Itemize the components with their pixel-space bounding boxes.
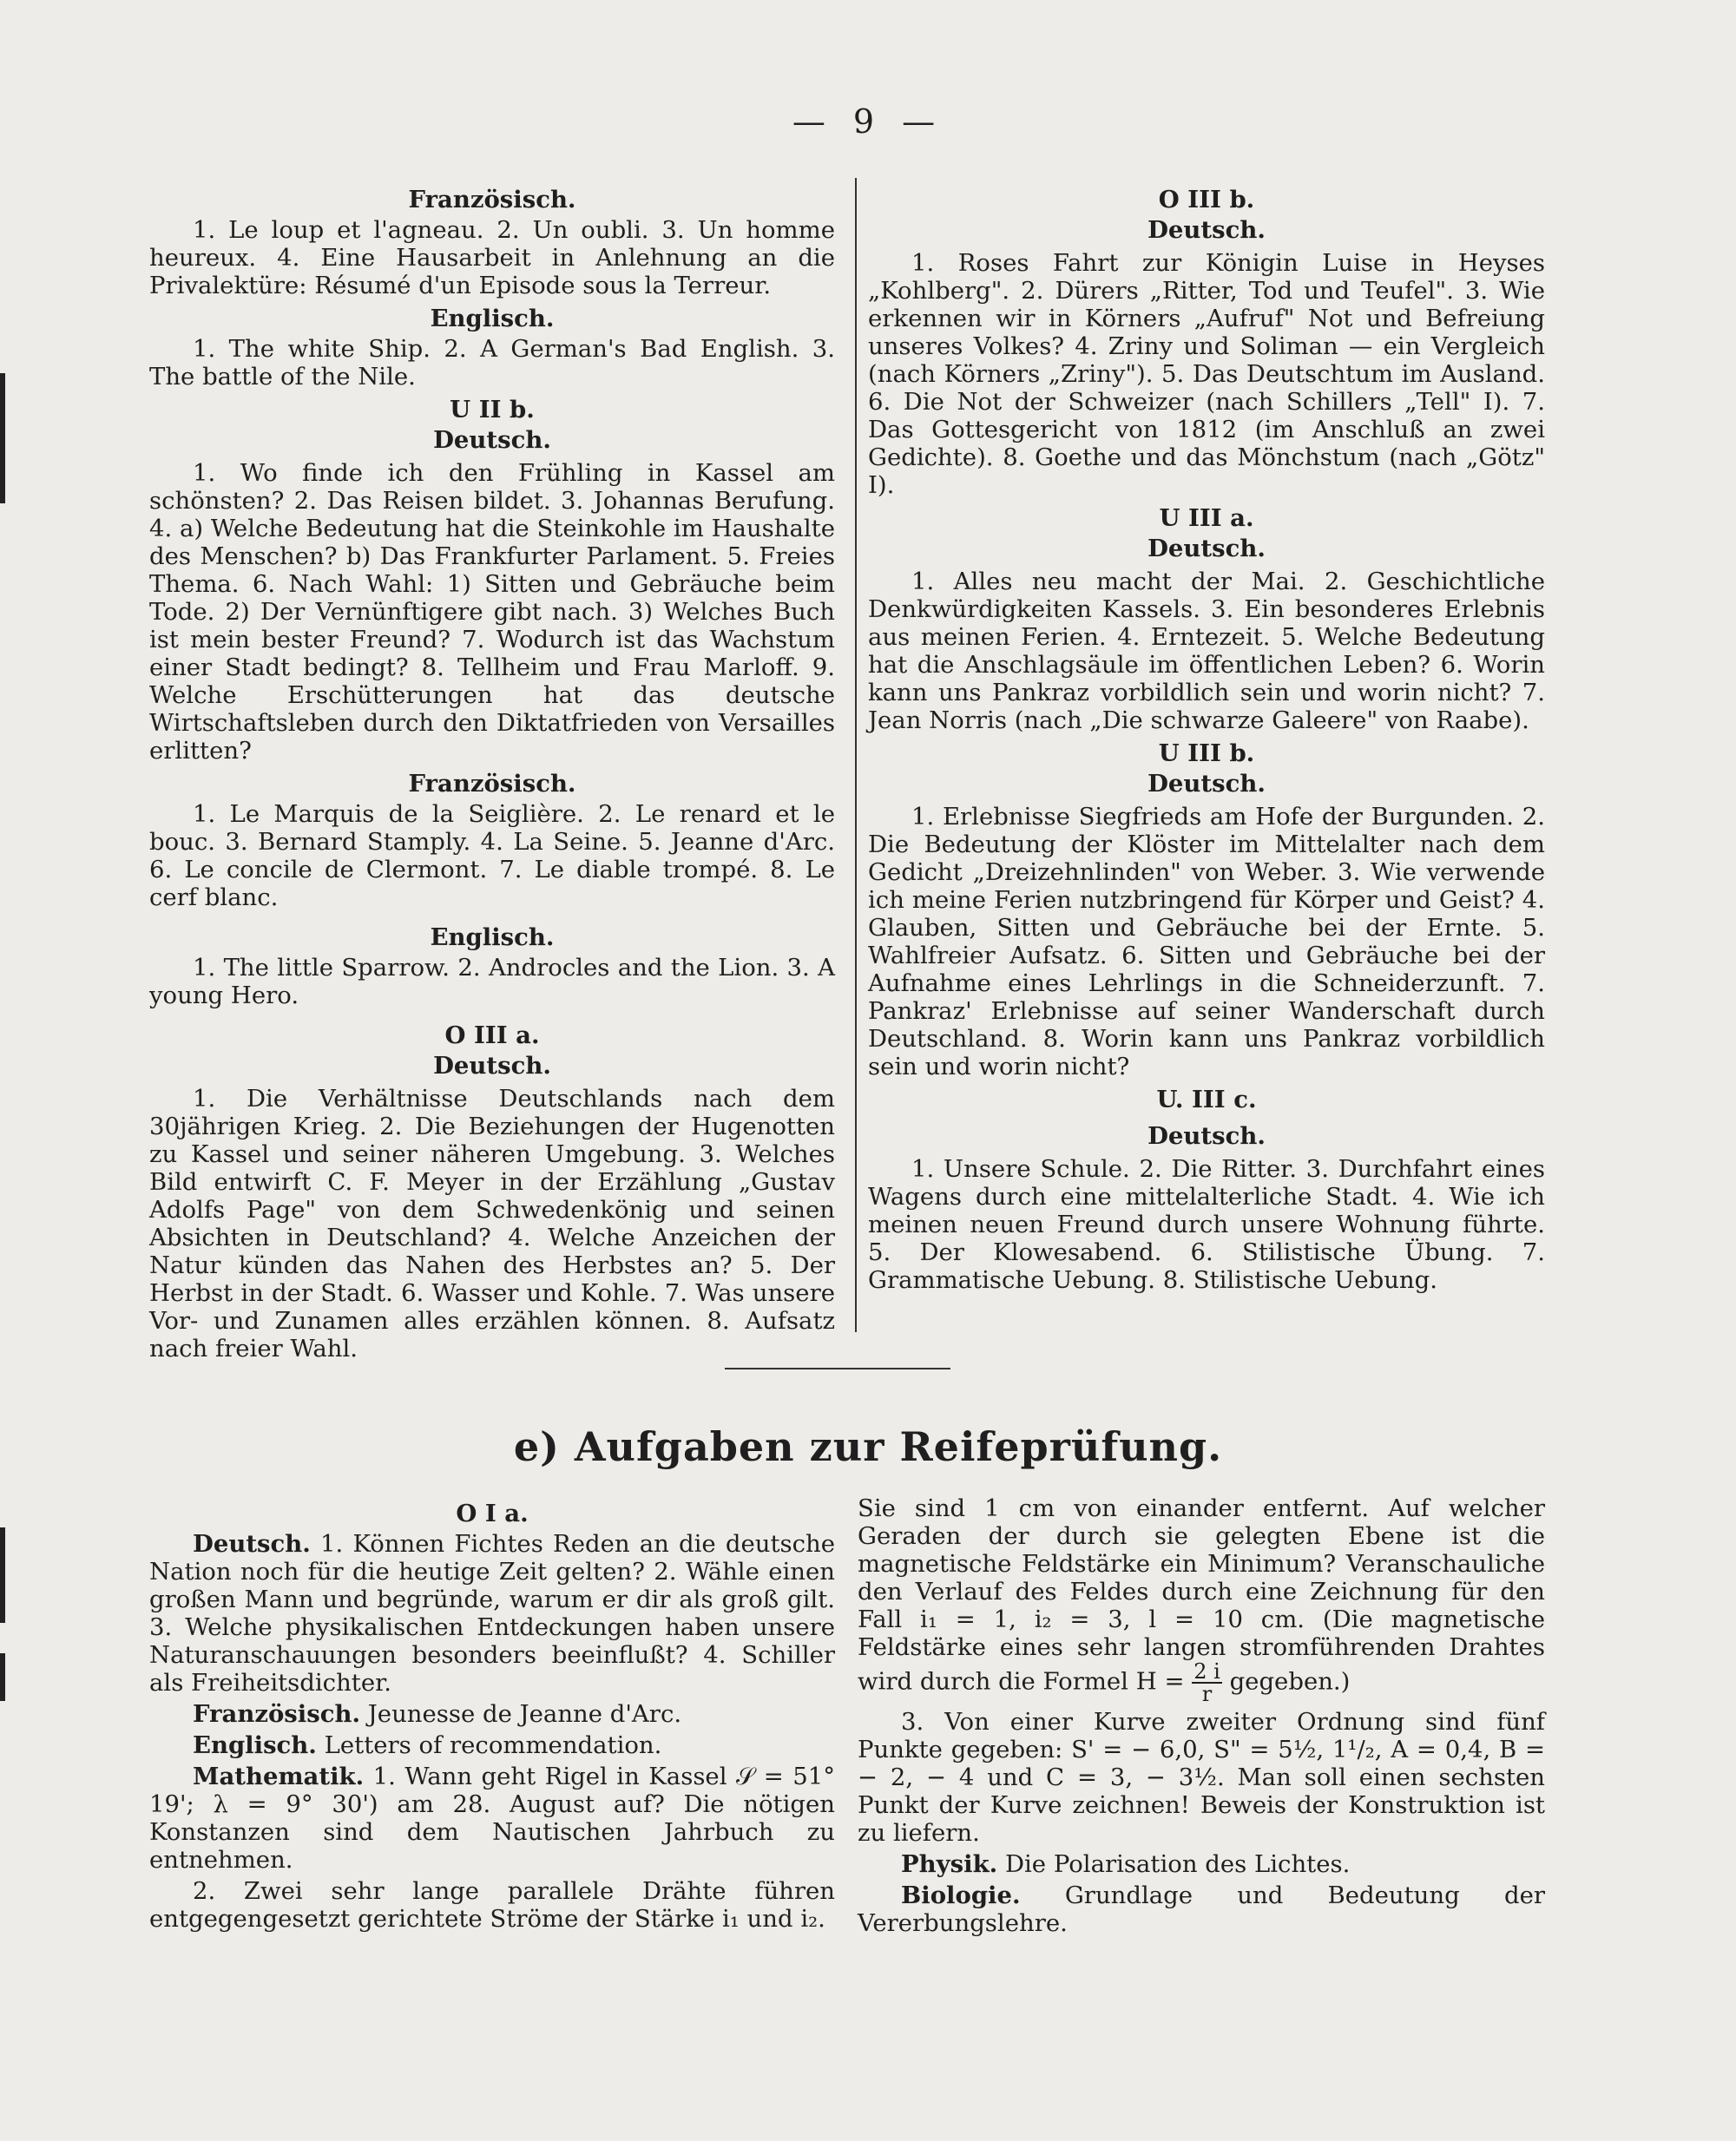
label-biologie: Biologie. — [901, 1882, 1021, 1909]
section-title: e) Aufgaben zur Reifeprüfung. — [513, 1423, 1223, 1470]
fraction-numerator: 2 i — [1194, 1659, 1220, 1684]
paragraph: 1. Le Marquis de la Seiglière. 2. Le renard et le bouc. 3. Bernard Stamply. 4. La Seine. 5. Jeanne d'Arc. 6. Le concile de Clermont. 7. Le diable trompé. 8. Le cerf blanc. — [149, 800, 835, 911]
heading-deutsch: Deutsch. — [1147, 770, 1266, 798]
heading-class-uiiib: U III b. — [1158, 739, 1255, 767]
paragraph: 1. The white Ship. 2. A German's Bad English. 3. The battle of the Nile. — [149, 335, 835, 391]
label-physik: Physik. — [901, 1850, 998, 1878]
left-column — [149, 181, 835, 1366]
paragraph: 1. Unsere Schule. 2. Die Ritter. 3. Durchfahrt eines Wagens durch eine mittelalterliche Stadt. 4. Wie ich meinen neuen Freund durch unsere Wohnung führte. 5. Der Klowesabend. 6. Stilistische Übung. 7. Grammatische Uebung. 8. Stilistische Uebung. — [868, 1155, 1545, 1294]
paragraph: 1. Die Verhältnisse Deutschlands nach dem 30jährigen Krieg. 2. Die Beziehungen der Hugenotten zu Kassel und seiner näheren Umgebung. 3. Welches Bild entwirft C. F. Meyer in der Erzählung „Gustav Adolfs Page" von dem Schwedenkönig und seinen Absichten in Deutschland? 4. Welche Anzeichen der Natur künden das Nahen des Herbstes an? 5. Der Herbst in der Stadt. 6. Wasser und Kohle. 7. Was unsere Vor- und Zunamen alles erzählen können. 8. Aufsatz nach freier Wahl. — [149, 1085, 835, 1363]
heading-class-uiiia: U III a. — [1159, 504, 1254, 532]
text-physik: Die Polarisation des Lichtes. — [1004, 1850, 1351, 1878]
heading-deutsch: Deutsch. — [433, 426, 551, 454]
heading-deutsch: Deutsch. — [1147, 1122, 1266, 1150]
paragraph-physik — [858, 1850, 1545, 1878]
paragraph-biologie — [858, 1882, 1545, 1937]
right-column — [868, 181, 1545, 1297]
fraction — [1192, 1661, 1222, 1704]
text-franzoesisch: Jeunesse de Jeanne d'Arc. — [367, 1700, 682, 1728]
scan-edge-mark — [0, 1527, 5, 1623]
paragraph-mathematik — [149, 1763, 835, 1874]
heading-class-uiib: U II b. — [450, 396, 535, 424]
paragraph-deutsch — [149, 1530, 835, 1697]
label-mathematik: Mathematik. — [193, 1763, 365, 1790]
label-englisch: Englisch. — [193, 1731, 317, 1759]
fraction-denominator: r — [1201, 1682, 1213, 1706]
heading-deutsch: Deutsch. — [1147, 216, 1266, 244]
heading-englisch: Englisch. — [430, 923, 555, 951]
paragraph: 1. Erlebnisse Siegfrieds am Hofe der Burgunden. 2. Die Bedeutung der Klöster im Mittelalter nach dem Gedicht „Dreizehnlinden" von Weber. 3. Wie verwende ich meine Ferien nutzbringend für Körper und Geist? 4. Glauben, Sitten und Gebräuche bei der Ernte. 5. Wahlfreier Aufsatz. 6. Sitten und Gebräuche bei der Aufnahme eines Lehrlings in die Schneiderzunft. 7. Pankraz' Erlebnisse auf seiner Wanderschaft durch Deutschland. 8. Worin kann uns Pankraz vorbildlich sein und worin nicht? — [868, 803, 1545, 1080]
paragraph-physics-task — [858, 1494, 1545, 1704]
section-separator — [725, 1368, 950, 1369]
label-deutsch: Deutsch. — [193, 1530, 311, 1558]
heading-franzoesisch: Französisch. — [408, 186, 576, 213]
heading-class-uiiic: U. III c. — [1156, 1086, 1257, 1113]
heading-franzoesisch: Französisch. — [408, 770, 576, 798]
scan-edge-mark — [0, 373, 5, 503]
paragraph: 1. Le loup et l'agneau. 2. Un oubli. 3. Un homme heureux. 4. Eine Hausarbeit in Anlehnung an die Privalektüre: Résumé d'un Episode sous la Terreur. — [149, 216, 835, 299]
text-biologie: Grundlage und Bedeutung der Vererbungslehre. — [858, 1882, 1545, 1937]
scan-edge-mark — [0, 1653, 5, 1701]
heading-englisch: Englisch. — [430, 305, 555, 332]
reife-right-column — [858, 1494, 1545, 1941]
reife-left-column — [149, 1494, 835, 1936]
paragraph: 3. Von einer Kurve zweiter Ordnung sind fünf Punkte gegeben: S' = − 6,0, S" = 5½, 1¹/₂, A = 0,4, B = − 2, − 4 und C = 3, − 3½. Man soll einen sechsten Punkt der Kurve zeichnen! Beweis der Konstruktion ist zu liefern. — [858, 1708, 1545, 1847]
heading-deutsch: Deutsch. — [1147, 535, 1266, 562]
paragraph-englisch — [149, 1731, 835, 1759]
paragraph: 1. Roses Fahrt zur Königin Luise in Heyses „Kohlberg". 2. Dürers „Ritter, Tod und Teufel". 3. Wie erkennen wir in Körners „Aufruf" Not und Befreiung unseres Volkes? 4. Zriny und Soliman — ein Vergleich (nach Körners „Zriny"). 5. Das Deutschtum im Ausland. 6. Die Not der Schweizer (nach Schillers „Tell" I). 7. Das Gottesgericht von 1812 (im Anschluß an zwei Gedichte). 8. Goethe und das Mönchstum (nach „Götz" I). — [868, 249, 1545, 499]
label-franzoesisch: Französisch. — [193, 1700, 361, 1728]
text-deutsch: 1. Können Fichtes Reden an die deutsche Nation noch für die heutige Zeit gelten? 2. Wähle einen großen Mann und begründe, warum er dir als groß gilt. 3. Welche physikalischen Entdeckungen haben unsere Naturanschauungen besonders beeinflußt? 4. Schiller als Freiheitsdichter. — [149, 1530, 836, 1697]
paragraph: 1. Alles neu macht der Mai. 2. Geschichtliche Denkwürdigkeiten Kassels. 3. Ein besonderes Erlebnis aus meinen Ferien. 4. Erntezeit. 5. Welche Bedeutung hat die Anschlagsäule im öffentlichen Leben? 6. Worin kann uns Pankraz vorbildlich sein und worin nicht? 7. Jean Norris (nach „Die schwarze Galeere" von Raabe). — [868, 568, 1545, 734]
heading-class-oiiib: O III b. — [1158, 186, 1255, 213]
paragraph: 1. Wo finde ich den Frühling in Kassel am schönsten? 2. Das Reisen bildet. 3. Johannas Berufung. 4. a) Welche Bedeutung hat die Steinkohle im Haushalte des Menschen? b) Das Frankfurter Parlament. 5. Freies Thema. 6. Nach Wahl: 1) Sitten und Gebräuche beim Tode. 2) Der Vernünftigere gibt nach. 3) Welches Buch ist mein bester Freund? 7. Wodurch ist das Wachstum einer Stadt bedingt? 8. Tellheim und Frau Marloff. 9. Welche Erschütterungen hat das deutsche Wirtschaftsleben durch den Diktatfrieden von Versailles erlitten? — [149, 459, 835, 765]
paragraph: 1. The little Sparrow. 2. Androcles and the Lion. 3. A young Hero. — [149, 954, 835, 1009]
paragraph-franzoesisch — [149, 1700, 835, 1728]
text-part: gegeben.) — [1229, 1667, 1351, 1696]
heading-deutsch: Deutsch. — [433, 1052, 551, 1080]
text-mathematik: 1. Wann geht Rigel in Kassel 𝒮 = 51° 19'; λ = 9° 30') am 28. August auf? Die nötigen Konstanzen sind dem Nautischen Jahrbuch zu entnehmen. — [149, 1763, 835, 1874]
heading-class-oia: O I a. — [456, 1500, 529, 1527]
text-part: Sie sind 1 cm von einander entfernt. Auf welcher Geraden der durch sie gelegten Ebene ist die magnetische Feldstärke ein Minimum? Veranschauliche den Verlauf des Feldes durch eine Zeichnung für den Fall i₁ = 1, i₂ = 3, l = 10 cm. (Die magnetische Feldstärke eines sehr langen stromführenden Drahtes wird durch die Formel H = — [858, 1494, 1545, 1696]
page-number: — 9 — — [792, 102, 944, 141]
heading-class-oiiia: O III a. — [444, 1021, 540, 1049]
text-englisch: Letters of recommendation. — [324, 1731, 662, 1759]
paragraph: 2. Zwei sehr lange parallele Drähte führen entgegengesetzt gerichtete Ströme der Stärke i₁ und i₂. — [149, 1877, 835, 1933]
column-divider — [855, 178, 857, 1332]
